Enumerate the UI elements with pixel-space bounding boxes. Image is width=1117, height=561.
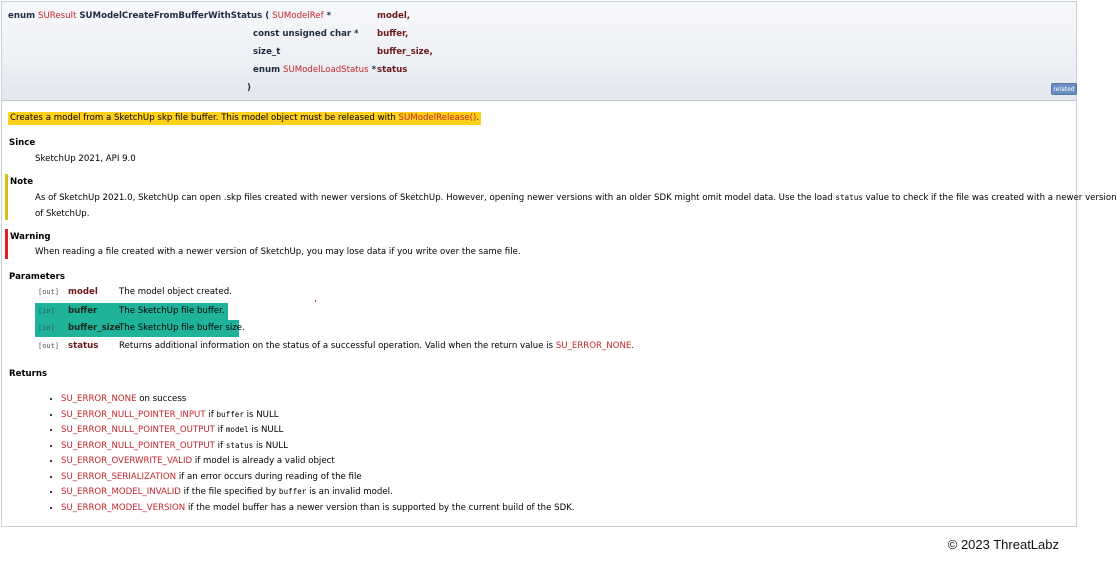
error-code-link[interactable]: SU_ERROR_NONE [61,394,137,404]
param-type-suffix-model: * [323,11,332,21]
summary-highlight [8,112,481,125]
doc-page [1,1,1117,527]
return-desc-end: is NULL [243,409,279,420]
return-desc: if [214,440,226,451]
param-name: buffer [68,306,98,316]
returns-list [51,391,575,515]
error-code-link[interactable]: SU_ERROR_OVERWRITE_VALID [61,456,193,466]
returns-title: Returns [9,369,48,379]
list-item [61,438,575,454]
param-desc [119,338,637,355]
note-line-1 [35,193,1117,203]
param-desc: The model object created. [119,287,232,297]
note-title: Note [10,177,34,187]
copyright-text: © 2023 ThreatLabz [947,537,1059,552]
param-type-suffix-status: * [368,65,377,75]
error-code-link[interactable]: SU_ERROR_MODEL_VERSION [61,502,186,513]
list-item [61,407,575,423]
note-line-2: of SketchUp. [35,209,90,219]
su-error-none-link[interactable]: SU_ERROR_NONE [555,341,632,351]
warning-title: Warning [10,232,51,242]
warning-bar [5,229,8,259]
parameters-title: Parameters [9,272,65,282]
param-type-link-model[interactable]: SUModelRef [272,11,324,21]
return-desc: if [214,425,226,435]
param-type-prefix-status: enum [253,65,284,75]
error-code-link[interactable]: SU_ERROR_MODEL_INVALID [61,487,181,497]
param-desc: The SketchUp file buffer size. [119,323,245,333]
return-desc-end: is an invalid model. [306,487,393,497]
return-desc: if model is already a valid object [192,456,335,466]
return-desc-end: is NULL [253,440,288,451]
param-name-status: status [377,65,408,75]
param-row-model [35,284,235,301]
related-badge[interactable]: related [1051,83,1077,95]
list-item [61,422,575,438]
model-release-link[interactable]: SUModelRelease() [398,113,477,123]
note-status-code: status [835,193,863,202]
param-type-buffer: const unsigned char * [253,29,359,39]
stray-mark [315,300,316,302]
list-item [61,469,575,485]
function-signature [2,2,1076,101]
param-row-buffer-size [35,320,245,337]
param-desc-end: . [631,341,635,351]
open-paren: ( [265,11,270,21]
return-code-inline: buffer [278,487,307,496]
note-text-b: value to check if the file was created with a newer version [862,193,1117,203]
return-code-inline: model [225,425,249,434]
return-type-link[interactable]: SUResult [38,11,77,21]
param-type-status [253,65,376,75]
error-code-link[interactable]: SU_ERROR_NULL_POINTER_INPUT [61,409,206,420]
close-paren: ) [247,83,251,93]
signature-line-1 [8,11,331,21]
return-code-inline: buffer [216,409,244,419]
param-name-buffer-size: buffer_size, [377,47,433,57]
since-text: SketchUp 2021, API 9.0 [35,154,136,164]
list-item [61,500,575,516]
return-desc: on success [136,394,187,404]
return-code-inline: status [225,440,254,450]
enum-keyword: enum [8,11,36,21]
warning-text: When reading a file created with a newer version of SketchUp, you may lose data if you write over the same file. [35,247,521,257]
error-code-link[interactable]: SU_ERROR_SERIALIZATION [61,471,177,482]
error-code-link[interactable]: SU_ERROR_NULL_POINTER_OUTPUT [61,425,215,435]
return-desc: if the model buffer has a newer version than is supported by the current build of the SDK. [185,502,575,513]
param-dir: [in] [38,307,55,315]
note-text-a: As of SketchUp 2021.0, SketchUp can open .skp files created with newer versions of SketchUp. However, opening newer versions with an older SDK might omit model data. Use the load [35,193,836,203]
function-name: SUModelCreateFromBufferWithStatus [79,11,263,21]
param-row-status [35,338,637,355]
summary-end: . [476,113,480,123]
return-desc-end: is NULL [248,425,284,435]
param-type-link-status[interactable]: SUModelLoadStatus [283,65,369,75]
param-name-buffer: buffer, [377,29,409,39]
param-dir: [out] [38,342,60,350]
param-row-buffer [35,303,228,320]
param-name: status [68,341,99,351]
since-title: Since [9,138,36,148]
return-desc: if the file specified by [180,487,279,497]
param-name: buffer_size [68,323,121,333]
list-item [61,453,575,469]
param-type-buffer-size: size_t [253,47,281,57]
param-desc: The SketchUp file buffer. [119,306,225,316]
param-dir: [out] [38,288,60,296]
param-name: model [68,287,98,297]
summary-text: Creates a model from a SketchUp skp file buffer. This model object must be released with [10,113,399,123]
return-desc: if [205,409,217,420]
error-code-link[interactable]: SU_ERROR_NULL_POINTER_OUTPUT [61,440,215,451]
note-bar [5,174,8,220]
return-desc: if an error occurs during reading of the file [176,471,362,482]
param-desc-text: Returns additional information on the status of a successful operation. Valid when the return value is [119,341,556,351]
param-dir: [in] [38,324,55,332]
param-name-model: model, [377,11,411,21]
list-item [61,484,575,500]
list-item [61,391,575,407]
